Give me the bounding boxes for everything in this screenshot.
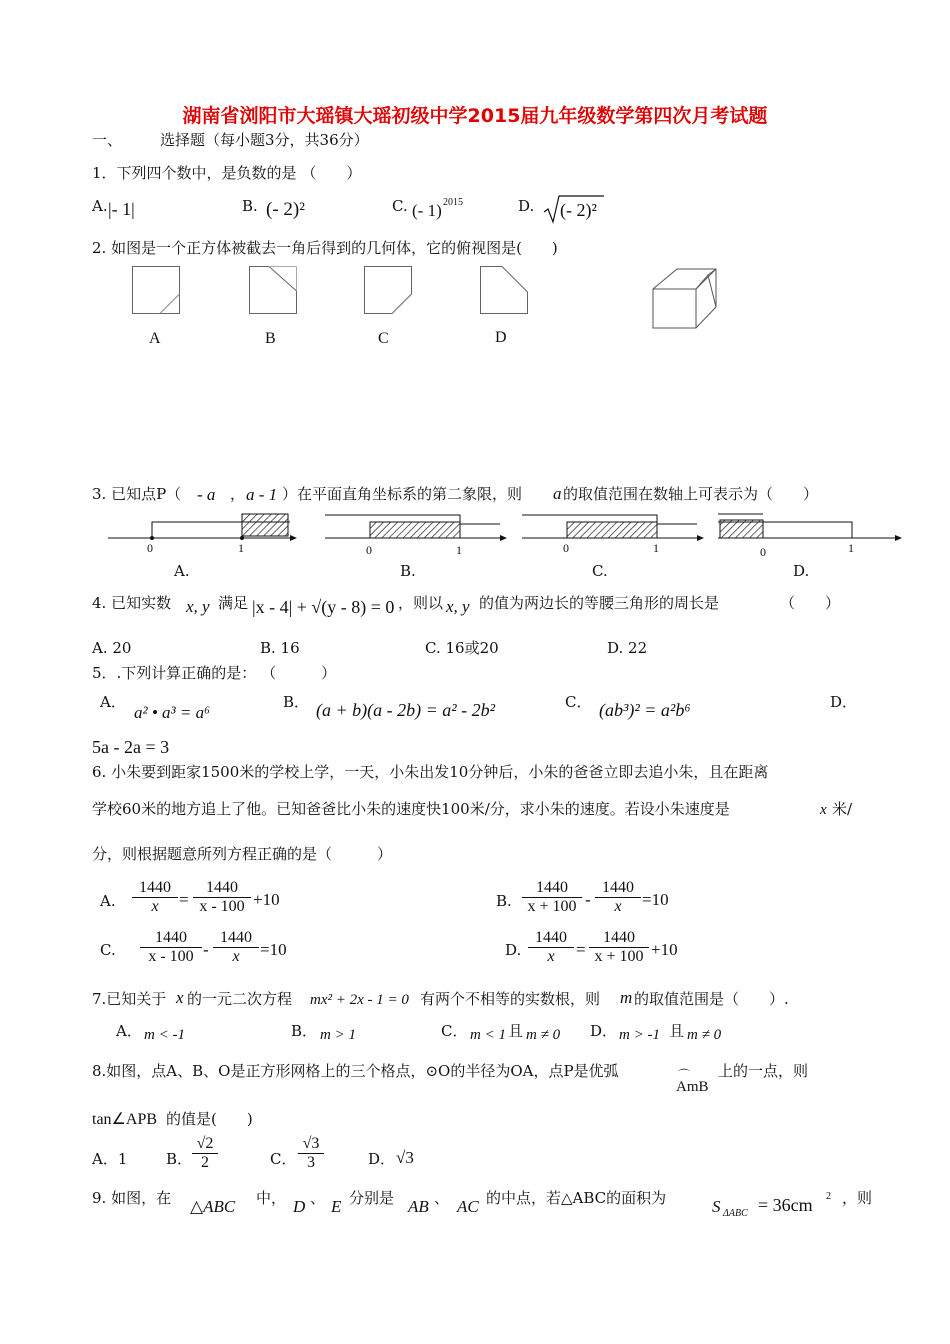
q3-separator: ，	[230, 485, 246, 503]
q6a-fraction-2: $\frac{1440}{x - 100}$	[193, 879, 251, 916]
q7-option-b-expr: m > 1	[320, 1027, 356, 1043]
q8-option-c-label: C．	[270, 1150, 297, 1168]
q4-stem-c: ，则以	[398, 594, 444, 612]
q6-line-3: 分，则根据题意所列方程正确的是（ ）	[92, 845, 393, 863]
q3a-tick-1: 1	[238, 541, 244, 555]
q6-line-2-end: 米/	[832, 800, 853, 818]
q4-xy-2: x, y	[446, 597, 470, 616]
q6b-equals-ten: =10	[642, 890, 669, 909]
q3a-tick-0: 0	[147, 541, 153, 555]
q4-stem-start: 4. 已知实数	[92, 594, 172, 612]
q8-option-d-label: D．	[368, 1150, 396, 1168]
q7-option-d-expr: m > -1	[619, 1027, 660, 1043]
q5-option-d-label: D．	[830, 693, 858, 711]
q6-line-2: 学校60米的地方追上了他。已知爸爸比小朱的速度快100米/分，求小朱的速度。若设小朱速度是	[92, 800, 730, 818]
q9-stem-d: 的中点，若△ABC的面积为	[486, 1189, 667, 1207]
q5-stem: 5．.下列计算正确的是： （ ）	[92, 664, 337, 682]
q7-option-b-label: B．	[291, 1022, 318, 1040]
q8-option-c-fraction: $\frac{√3}{3}$	[298, 1135, 324, 1172]
q5-option-b-expr: (a + b)(a - 2b) = a² - 2b²	[316, 700, 496, 720]
q5-option-c-expr: (ab³)² = a²b⁶	[599, 700, 691, 720]
q9-triangle: △ABC	[190, 1197, 236, 1216]
q6-line-1: 6. 小朱要到距家1500米的学校上学，一天，小朱出发10分钟后，小朱的爸爸立即去追小朱，且在距离	[92, 763, 769, 781]
view-label-c: C	[378, 330, 389, 347]
q7-var-x: x	[176, 988, 184, 1007]
q6a-equals: =	[179, 890, 189, 909]
q7-option-a-expr: m < -1	[144, 1027, 185, 1043]
q3-stem-mid: ）在平面直角坐标系的第二象限，则	[282, 485, 523, 503]
q7-stem-c: 有两个不相等的实数根，则	[420, 990, 601, 1008]
q6a-plus-ten: +10	[253, 890, 280, 909]
q3b-tick-1: 1	[456, 543, 462, 557]
q8-arc-name: AmB	[676, 1079, 709, 1095]
q6d-plus-ten: +10	[651, 940, 678, 959]
q9-stem-c: 分别是	[349, 1189, 395, 1207]
q8-option-a: A．1	[92, 1150, 128, 1168]
q4-equation: |x - 4| + √(y - 8) = 0	[252, 597, 395, 617]
q1-option-b-label: B.	[242, 197, 258, 215]
q9-point-d: D	[293, 1197, 306, 1216]
q7-stem-d: 的取值范围是（ ）.	[634, 990, 789, 1008]
q9-sep-2: 、	[434, 1189, 450, 1207]
q9-area-value: = 36cm	[758, 1195, 813, 1215]
q6c-minus: -	[203, 940, 209, 959]
q6b-minus: -	[585, 890, 591, 909]
q9-stem-start: 9. 如图，在	[92, 1189, 172, 1207]
q4-option-b: B. 16	[260, 639, 300, 657]
q1-option-c-exponent: 2015	[443, 197, 463, 208]
q6c-equals-ten: =10	[260, 940, 287, 959]
q9-sep: 、	[310, 1189, 326, 1207]
q1-option-a-label: A.	[92, 197, 108, 215]
q6-option-c-label: C.	[100, 941, 116, 959]
q4-option-d: D. 22	[607, 639, 648, 657]
q3b-tick-0: 0	[366, 543, 372, 557]
q4-option-a: A. 20	[92, 639, 132, 657]
q9-area-symbol: S	[712, 1197, 721, 1216]
q8-line-2: 的值是( )	[166, 1110, 253, 1128]
q8-stem-end: 上的一点，则	[718, 1062, 809, 1080]
q6-option-d-label: D.	[505, 941, 522, 959]
q6b-fraction-1: $\frac{1440}{x + 100}$	[522, 879, 582, 916]
q3-var: a	[553, 484, 562, 503]
q4-bracket: （ ）	[780, 594, 841, 612]
q3d-tick-0: 0	[760, 545, 766, 559]
q7-var-m: m	[620, 988, 633, 1007]
q9-stem-b: 中，	[256, 1189, 287, 1207]
q8-stem: 8.如图，点A、B、O是正方形网格上的三个格点，⊙O的半径为OA，点P是优弧	[92, 1062, 619, 1080]
q5-option-a-expr: a² • a³ = a⁶	[134, 703, 211, 722]
q7-stem-b: 的一元二次方程	[187, 990, 293, 1008]
q7-equation: mx² + 2x - 1 = 0	[310, 992, 409, 1008]
q5-option-c-label: C．	[565, 693, 592, 711]
q4-stem-b: 满足	[218, 594, 249, 612]
q1-option-c-label: C.	[392, 197, 408, 215]
q7-option-d-label: D．	[590, 1022, 618, 1040]
q5-option-b-label: B．	[283, 693, 310, 711]
q9-side-ac: AC	[457, 1197, 479, 1216]
q1-stem: 1．下列四个数中，是负数的是 （ ）	[92, 164, 362, 182]
q9-stem-end: ，则	[842, 1189, 873, 1207]
q3-label-a: A.	[174, 562, 190, 580]
q6c-fraction-1: $\frac{1440}{x - 100}$	[140, 929, 202, 966]
q3c-tick-0: 0	[563, 541, 569, 555]
q6-option-b-label: B.	[496, 892, 512, 910]
page-title: 湖南省浏阳市大瑶镇大瑶初级中学2015届九年级数学第四次月考试题	[182, 105, 768, 127]
q5-option-a-label: A．	[100, 693, 126, 711]
q6-option-a-label: A.	[100, 892, 116, 910]
q6d-fraction-2: $\frac{1440}{x + 100}$	[589, 929, 649, 966]
q9-point-e: E	[331, 1197, 342, 1216]
q8-arc-mark: ⌒	[678, 1068, 691, 1082]
section-number: 一、	[92, 131, 123, 149]
q6d-fraction-1: $\frac{1440}{x}$	[528, 929, 574, 966]
q1-option-d-label: D.	[518, 197, 535, 215]
q6c-fraction-2: $\frac{1440}{x}$	[213, 929, 259, 966]
number-lines	[0, 0, 950, 600]
q1-option-b-expr: (- 2)²	[266, 199, 305, 220]
q3-stem-start: 3. 已知点P（	[92, 485, 182, 503]
q7-option-c-label: C．	[441, 1022, 468, 1040]
q1-option-a-expr: |- 1|	[108, 199, 135, 219]
q9-area-subscript: ΔABC	[723, 1208, 748, 1219]
view-label-d: D	[495, 329, 507, 346]
view-label-b: B	[265, 330, 276, 347]
q3-label-b: B.	[400, 562, 416, 580]
q7-option-c-and: 且	[508, 1022, 524, 1040]
q3-label-d: D.	[793, 562, 810, 580]
q8-option-b-fraction: $\frac{√2}{2}$	[192, 1135, 218, 1172]
q3c-tick-1: 1	[653, 541, 659, 555]
q6b-fraction-2: $\frac{1440}{x}$	[595, 879, 641, 916]
q7-option-a-label: A．	[116, 1022, 142, 1040]
section-label: 选择题（每小题3分，共36分）	[160, 131, 369, 149]
q3d-tick-1: 1	[848, 541, 854, 555]
q3-label-c: C.	[592, 562, 608, 580]
q8-option-b-label: B．	[166, 1150, 193, 1168]
q7-option-d-and: 且	[669, 1022, 685, 1040]
q8-option-d-expr: √3	[396, 1148, 414, 1167]
q4-stem-d: 的值为两边长的等腰三角形的周长是	[479, 594, 720, 612]
q8-tan-expr: tan∠APB	[92, 1111, 158, 1128]
q1-option-d-expr: (- 2)²	[560, 200, 597, 220]
q5-option-d-expr: 5a - 2a = 3	[92, 737, 170, 757]
q3-point-y: a - 1	[246, 485, 278, 504]
q7-option-c-expr-2: m ≠ 0	[526, 1027, 561, 1043]
q9-side-ab: AB	[408, 1197, 429, 1216]
q7-stem-start: 7.已知关于	[92, 990, 167, 1008]
q9-area-exponent: 2	[826, 1191, 831, 1202]
q3-point-x: - a	[197, 485, 216, 504]
q1-option-c-expr: (- 1)	[412, 201, 442, 220]
view-label-a: A	[149, 330, 161, 347]
q3-stem-end: 的取值范围在数轴上可表示为（ ）	[563, 485, 819, 503]
q6a-fraction-1: $\frac{1440}{x}$	[132, 879, 178, 916]
q6d-equals: =	[576, 940, 586, 959]
q4-xy: x, y	[186, 597, 210, 616]
q4-option-c: C. 16或20	[425, 639, 499, 657]
q7-option-d-expr-2: m ≠ 0	[687, 1027, 722, 1043]
q6-var-x: x	[820, 802, 827, 818]
q7-option-c-expr: m < 1	[470, 1027, 506, 1043]
q2-stem: 2. 如图是一个正方体被截去一角后得到的几何体，它的俯视图是( )	[92, 239, 558, 257]
